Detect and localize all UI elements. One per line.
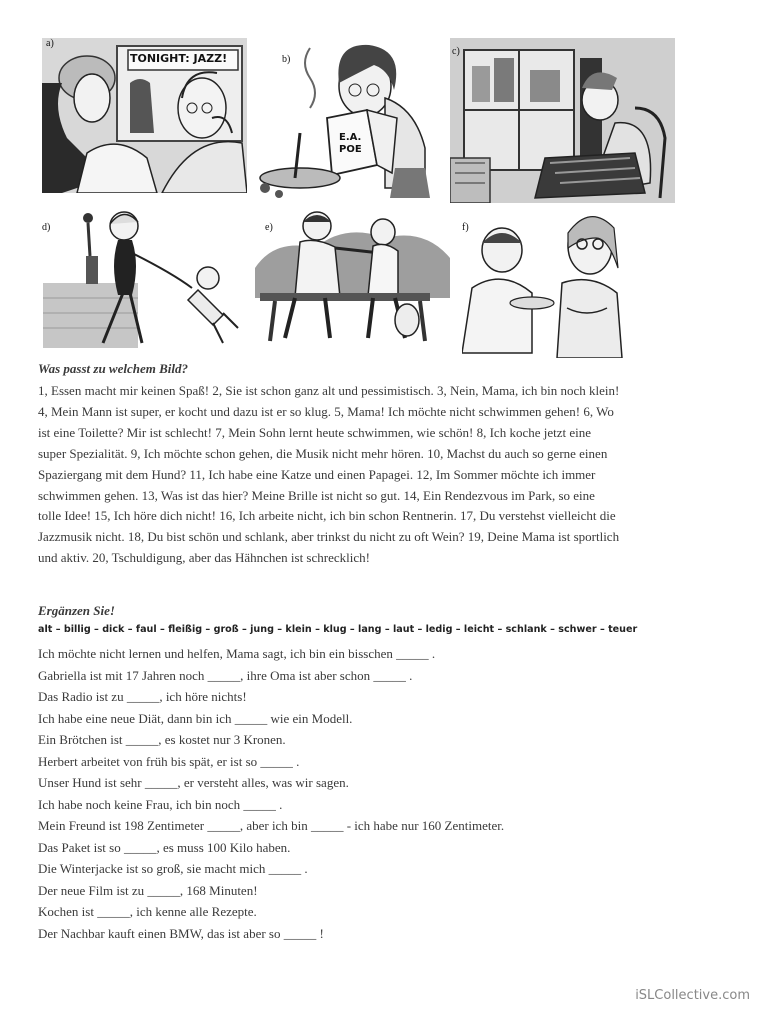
exercise-1-line: 4, Mein Mann ist super, er kocht und dazu ist er so klug. 5, Mama! Ich möchte nicht schwimmen gehen! 6, Wo [38, 403, 614, 419]
exercise-1-line: tolle Idee! 15, Ich höre dich nicht! 16, Ich arbeite nicht, ich bin schon Rentnerin. 17, Du verstehst vielleicht die [38, 508, 616, 524]
fill-in-sentence: Kochen ist _____, ich kenne alle Rezepte. [38, 904, 257, 919]
picture-d-swimming [38, 208, 248, 348]
exercise-1-line: Jazzmusik nicht. 18, Du bist schön und schlank, aber trinkst du nicht zu oft Wein? 19, Deine Mama ist sportlich [38, 529, 620, 545]
exercise-1-line: schwimmen gehen. 13, Was ist das hier? Meine Brille ist nicht so gut. 14, Ein Rendezvous im Park, so eine [38, 487, 595, 503]
picture-label: d) [42, 222, 51, 233]
fill-in-sentence: Gabriella ist mit 17 Jahren noch _____, ihre Oma ist aber schon _____ . [38, 667, 413, 683]
fill-in-sentence: Ich habe eine neue Diät, dann bin ich _____ wie ein Modell. [38, 710, 353, 726]
exercise-1-line: 1, Essen macht mir keinen Spaß! 2, Sie ist schon ganz alt und pessimistisch. 3, Nein, Mama, ich bin noch klein! [38, 383, 620, 398]
exercise-1-line: Spaziergang mit dem Hund? 11, Ich habe eine Katze und einen Papagei. 12, Im Sommer möchte ich immer [38, 466, 596, 482]
fill-in-sentence: Das Paket ist so _____, es muss 100 Kilo haben. [38, 839, 291, 855]
picture-e-park-bench [255, 208, 450, 348]
picture-label: e) [265, 222, 273, 233]
watermark-footer: iSLCollective.com [635, 988, 750, 1003]
fill-in-sentence: Der Nachbar kauft einen BMW, das ist aber so _____ ! [38, 925, 324, 941]
picture-label: a) [46, 38, 54, 49]
picture-c-drawing [450, 38, 675, 203]
book-title-text: E.A. POE [339, 132, 362, 155]
picture-d-drawing [38, 208, 248, 348]
exercise-1-line: und aktiv. 20, Tschuldigung, aber das Hähnchen ist schrecklich! [38, 550, 370, 566]
fill-in-sentence: Das Radio ist zu _____, ich höre nichts! [38, 689, 247, 704]
exercise-1-title: Was passt zu welchem Bild? [38, 361, 189, 376]
fill-in-sentence: Die Winterjacke ist so groß, sie macht mich _____ . [38, 861, 308, 876]
picture-c-old-woman [450, 38, 675, 203]
picture-label: f) [462, 222, 469, 233]
fill-in-sentence: Herbert arbeitet von früh bis spät, er ist so _____ . [38, 753, 300, 769]
fill-in-sentence: Ich möchte nicht lernen und helfen, Mama sagt, ich bin ein bisschen _____ . [38, 646, 436, 661]
fill-in-sentence: Mein Freund ist 198 Zentimeter _____, aber ich bin _____ - ich habe nur 160 Zentimeter. [38, 818, 505, 833]
fill-in-sentence: Ich habe noch keine Frau, ich bin noch _____ . [38, 796, 283, 812]
picture-b-cooking-man [255, 38, 445, 203]
fill-in-sentence: Ein Brötchen ist _____, es kostet nur 3 Kronen. [38, 732, 286, 747]
word-bank: alt – billig – dick – faul – fleißig – groß – jung – klein – klug – lang – laut – ledig – leicht – schlank – schwer – teuer [38, 624, 638, 635]
fill-in-sentence: Unser Hund ist sehr _____, er versteht alles, was wir sagen. [38, 775, 349, 790]
exercise-1-text [38, 381, 738, 569]
picture-f-drawing [462, 208, 662, 358]
picture-f-unwell-woman [462, 208, 662, 358]
exercise-2-sentences [38, 643, 738, 944]
picture-label: c) [452, 46, 460, 57]
picture-a-jazz-evening [42, 38, 247, 193]
exercise-1-line: ist eine Toilette? Mir ist schlecht! 7, Mein Sohn lernt heute schwimmen, wie schön! 8, Ich koche jetzt eine [38, 424, 592, 440]
exercise-2-title: Ergänzen Sie! [38, 603, 115, 618]
jazz-sign-text: TONIGHT: JAZZ! [130, 52, 228, 65]
picture-label: b) [282, 54, 291, 65]
fill-in-sentence: Der neue Film ist zu _____, 168 Minuten! [38, 882, 258, 898]
exercise-1-line: super Spezialität. 9, Ich möchte schon gehen, die Musik nicht mehr hören. 10, Machst du auch so gerne einen [38, 445, 608, 461]
picture-e-drawing [255, 208, 450, 348]
